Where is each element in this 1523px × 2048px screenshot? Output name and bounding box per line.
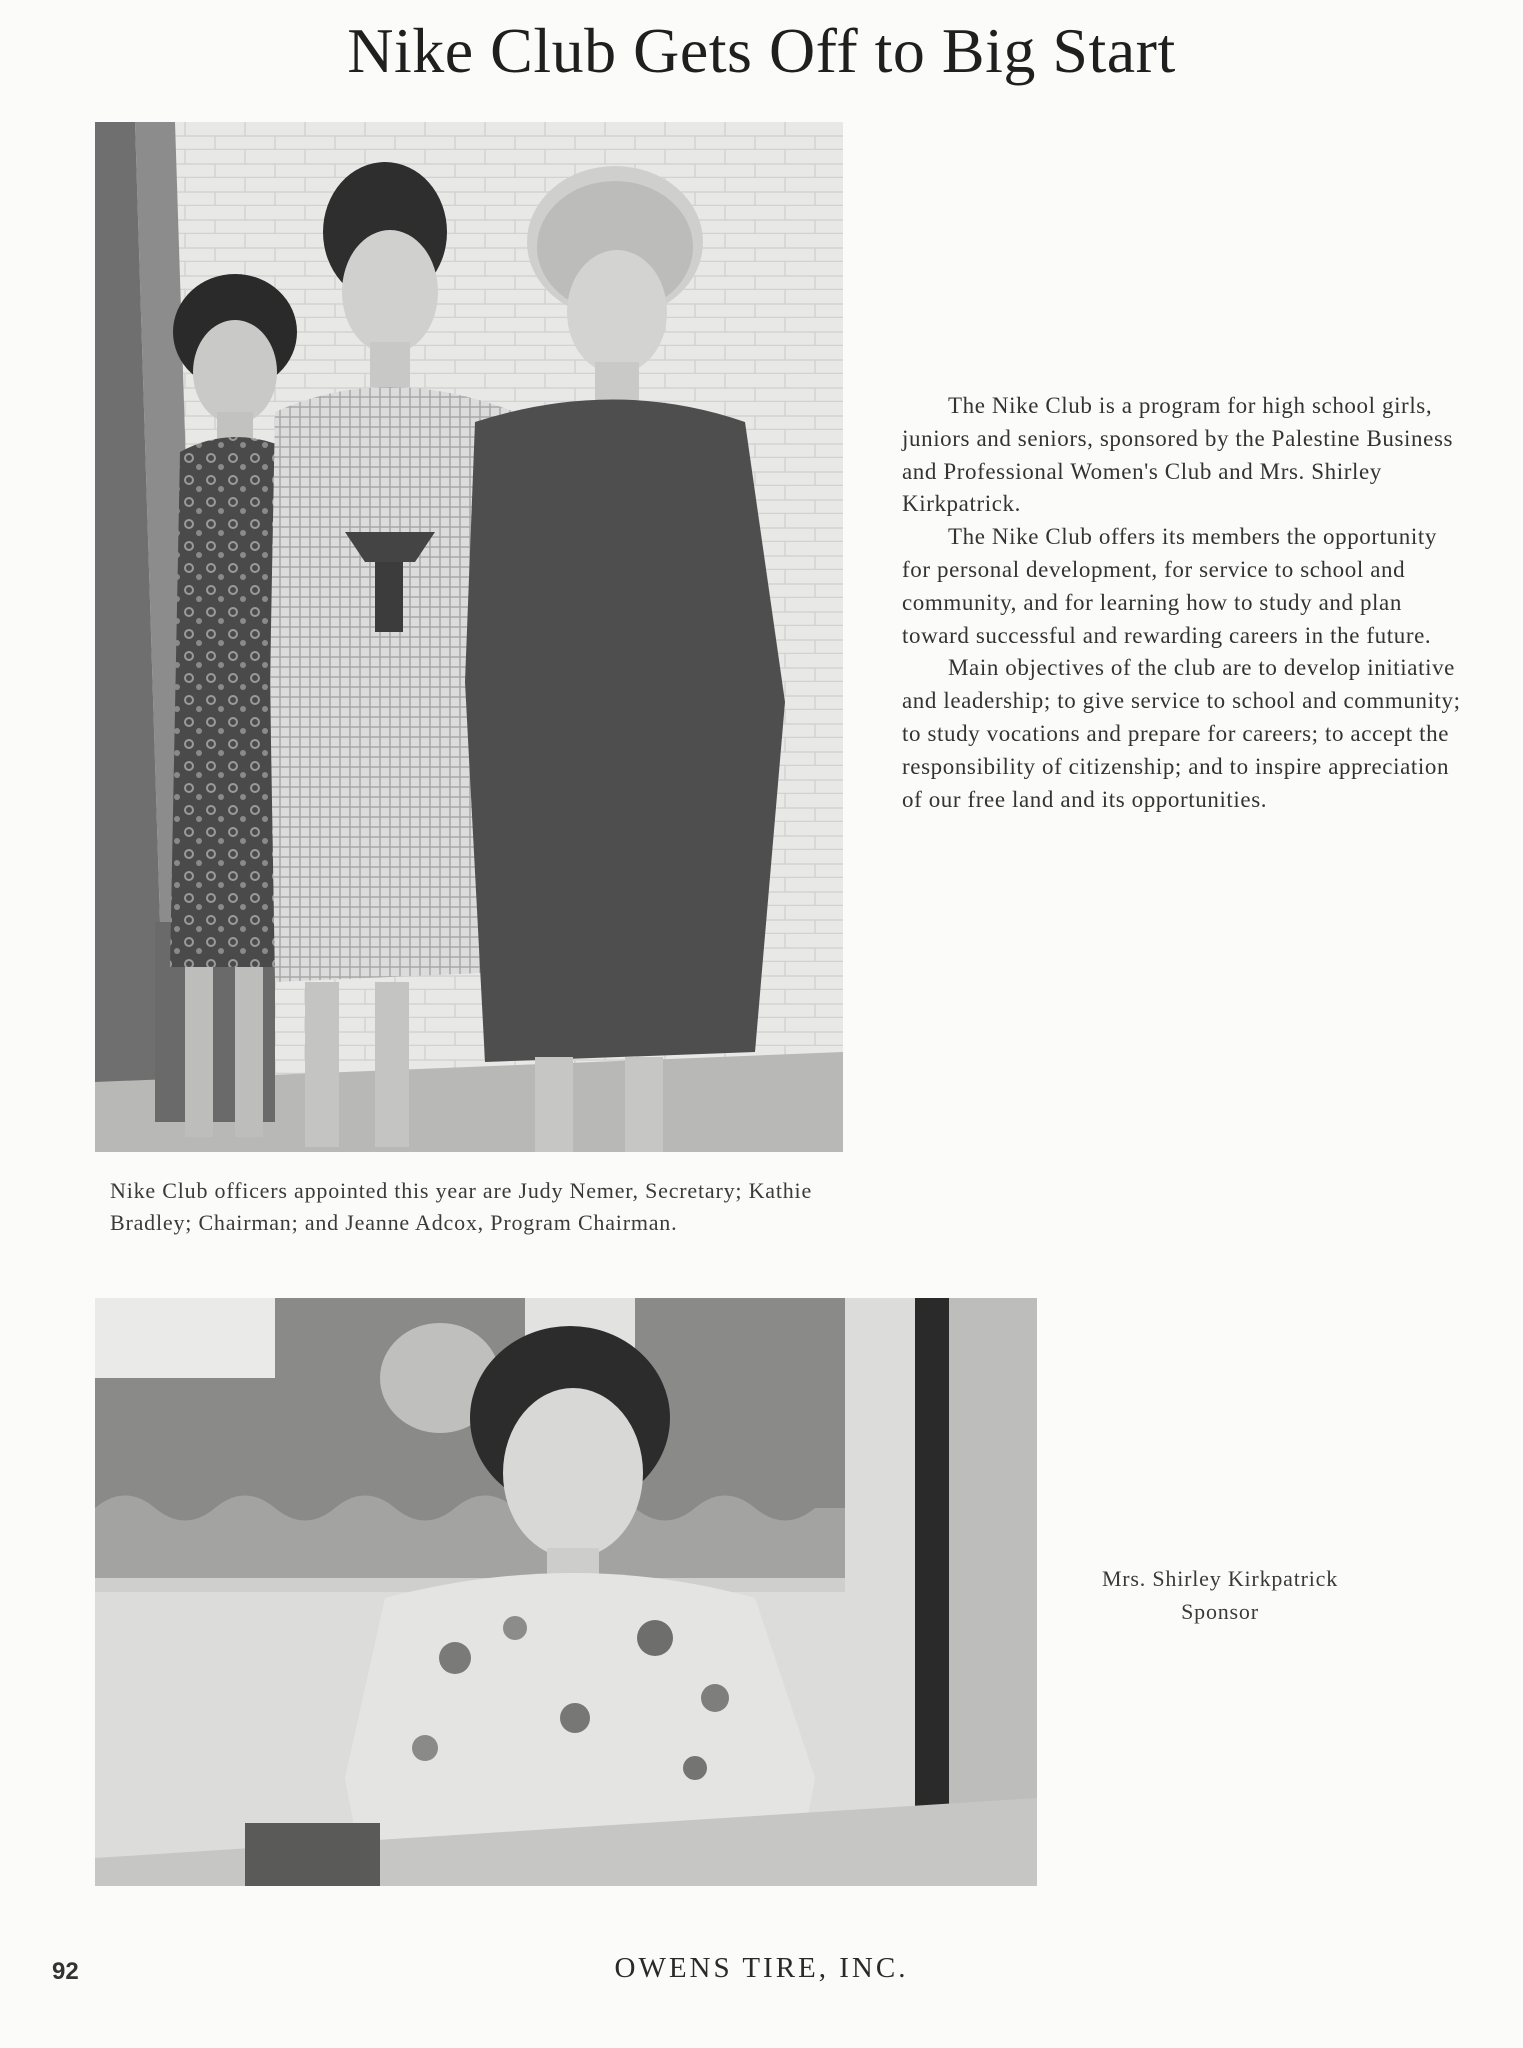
page-number: 92	[52, 1958, 79, 1985]
footer-advertiser: OWENS TIRE, INC.	[614, 1952, 909, 1984]
officers-caption: Nike Club officers appointed this year are Judy Nemer, Secretary; Kathie Bradley; Chairman; and Jeanne Adcox, Program Chairman.	[110, 1178, 813, 1235]
sponsor-photo	[95, 1298, 1037, 1886]
article-paragraph: The Nike Club offers its members the opportunity for personal development, for service to school and community, and for learning how to study and plan toward successful and rewarding careers in the future.	[902, 524, 1437, 648]
sponsor-role: Sponsor	[1181, 1599, 1259, 1624]
sponsor-caption	[1040, 1562, 1400, 1628]
sponsor-name: Mrs. Shirley Kirkpatrick	[1101, 1566, 1339, 1591]
officers-photo	[95, 122, 843, 1152]
article-paragraph: Main objectives of the club are to develop initiative and leadership; to give service to school and community; to study vocations and prepare for careers; to accept the responsibility of citizenship; and to inspire appreciation of our free land and its opportunities.	[902, 655, 1461, 812]
page-title: Nike Club Gets Off to Big Start	[347, 15, 1176, 86]
article-paragraph: The Nike Club is a program for high school girls, juniors and seniors, sponsored by the Palestine Business and Professional Women's Club and Mrs. Shirley Kirkpatrick.	[902, 393, 1454, 517]
article-body	[902, 390, 1462, 816]
